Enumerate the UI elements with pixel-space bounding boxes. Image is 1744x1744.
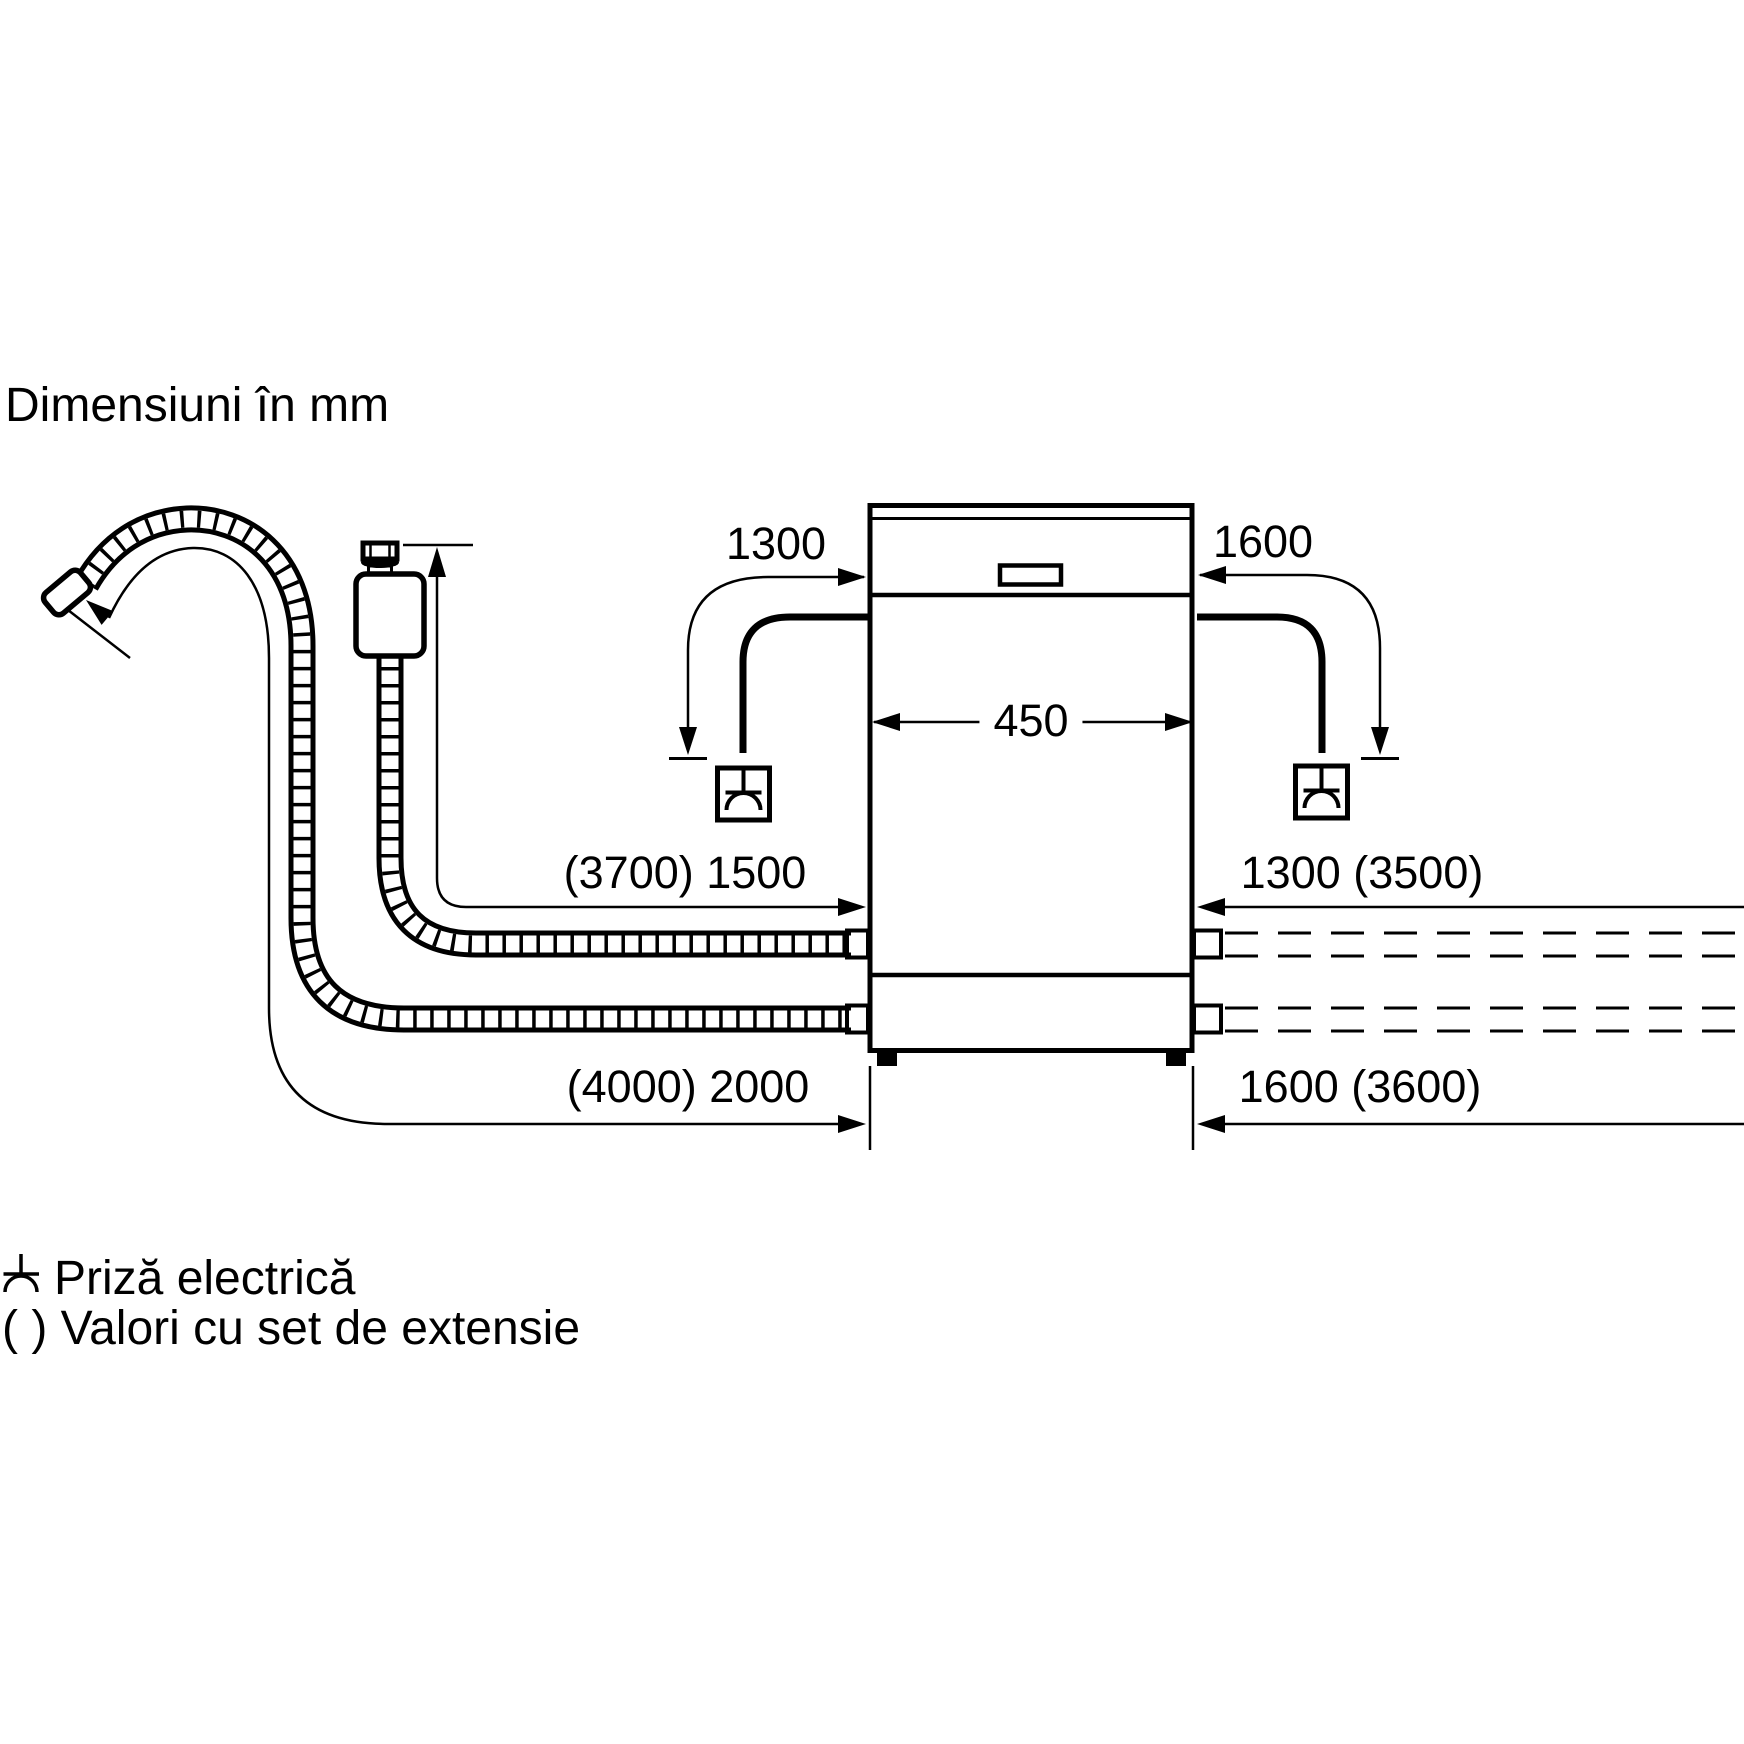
leader-line-left xyxy=(688,577,864,728)
supply-hose-outline xyxy=(390,650,851,944)
dimension-label-bottom-left: (4000) 2000 xyxy=(566,1061,810,1112)
legend-extension-label: ( ) Valori cu set de extensie xyxy=(2,1302,581,1355)
supply-valve-connector xyxy=(356,543,424,656)
arrowhead-right-icon xyxy=(838,1115,866,1133)
arrowhead-up-icon xyxy=(428,547,446,577)
dashed-hose-lines xyxy=(1225,933,1740,1031)
dishwasher-front-view xyxy=(870,506,1192,1067)
power-cord-right xyxy=(1197,617,1322,753)
supply-hose-body xyxy=(390,650,851,944)
dimension-label-mid-left: (3700) 1500 xyxy=(563,847,807,898)
foot-right xyxy=(1166,1053,1186,1066)
hose-stub-right-lower xyxy=(1194,1006,1221,1033)
dimension-cord-left xyxy=(669,568,866,759)
outlet-box-right xyxy=(1296,766,1348,818)
power-cord-left xyxy=(743,617,868,753)
legend-socket-label: Priză electrică xyxy=(54,1252,356,1305)
arrowhead-down-icon xyxy=(1371,727,1389,755)
legend-socket-icon xyxy=(4,1254,40,1292)
dimension-cord-right xyxy=(1198,566,1399,759)
dimension-label-mid-right: 1300 (3500) xyxy=(1240,847,1484,898)
connector-nut xyxy=(363,543,397,559)
supply-hose-corrugation xyxy=(390,650,851,944)
dimension-label-top-right: 1600 xyxy=(1212,516,1314,567)
socket-arc xyxy=(5,1276,37,1292)
arrowhead-down-icon xyxy=(679,727,697,755)
arrowhead-right-icon xyxy=(838,898,866,916)
arrowhead-left-icon xyxy=(1197,1115,1225,1133)
foot-left xyxy=(877,1053,897,1066)
arrowhead-left-icon xyxy=(1197,898,1225,916)
dishwasher-body xyxy=(870,506,1192,1051)
dimension-line-drain-length xyxy=(109,548,838,1124)
page-title: Dimensiuni în mm xyxy=(5,379,390,432)
hose-stub-right-upper xyxy=(1194,931,1221,958)
arrowhead-right-icon xyxy=(838,568,866,586)
arrowhead-left-icon xyxy=(1198,566,1226,584)
dimension-label-bottom-right: 1600 (3600) xyxy=(1238,1061,1482,1112)
drain-hose-spout xyxy=(41,567,94,617)
dimension-right-upper xyxy=(1197,898,1744,916)
aquastop-valve-box xyxy=(356,574,424,656)
leader-line-right xyxy=(1200,575,1380,728)
outlet-box-left xyxy=(718,768,770,820)
dimension-label-top-left: 1300 xyxy=(725,518,827,569)
dimension-label-width: 450 xyxy=(979,698,1082,743)
arrowhead-spout-icon xyxy=(86,600,113,625)
